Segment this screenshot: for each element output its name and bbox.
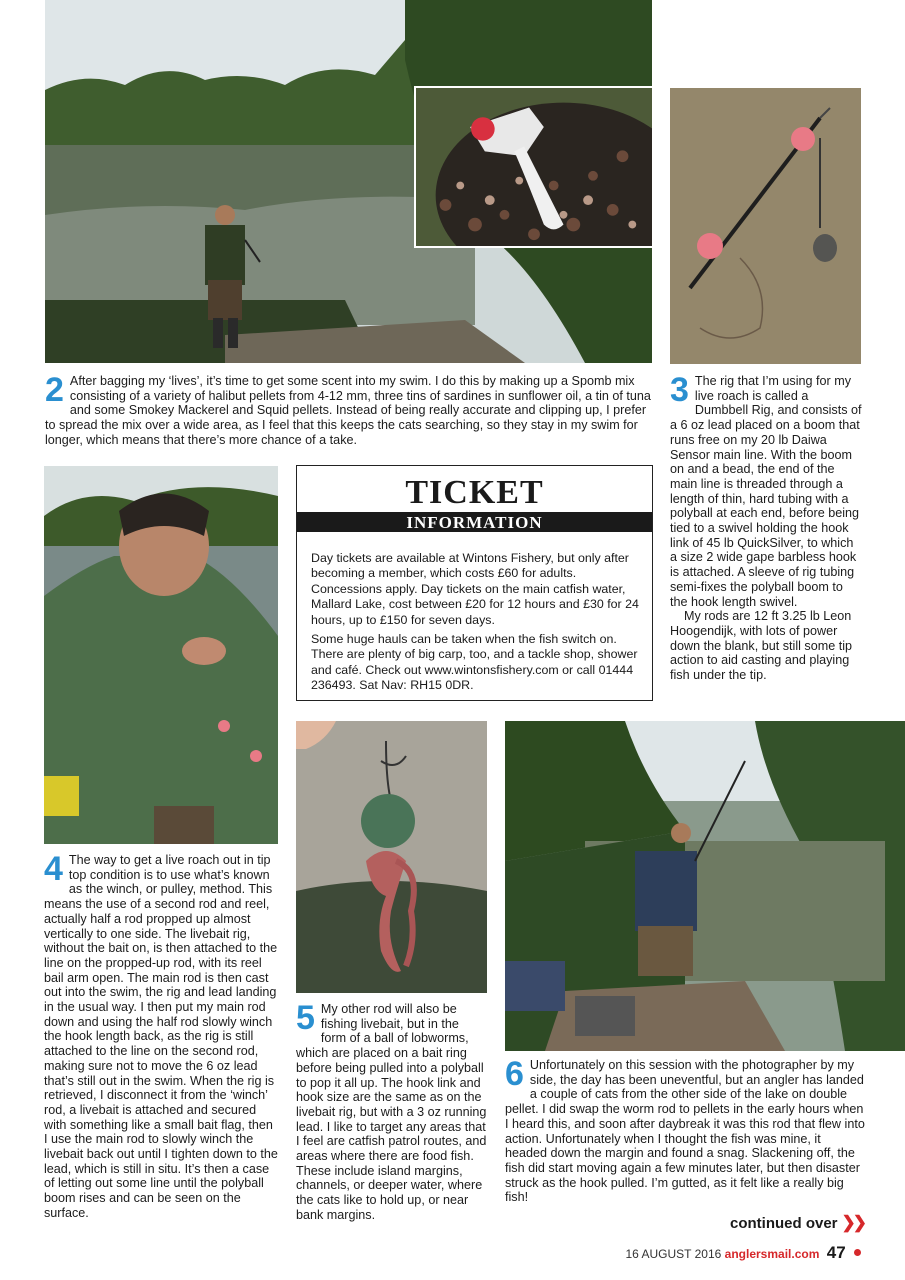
step-number-4: 4 <box>44 850 63 888</box>
footer-date: 16 AUGUST 2016 <box>625 1247 722 1261</box>
page-number: 47 <box>826 1243 846 1262</box>
caption-step-4 <box>44 850 278 1221</box>
ticket-subtitle-bar <box>297 512 652 532</box>
ticket-subtitle: INFORMATION <box>406 513 543 532</box>
photo-dumbbell-rig <box>670 88 861 364</box>
caption-step-2 <box>45 371 652 448</box>
continued-over-link[interactable] <box>730 1213 864 1233</box>
continued-over-label: continued over <box>730 1215 838 1232</box>
photo-angler-roach <box>44 466 278 844</box>
photo-worm-polyball <box>296 721 487 993</box>
step-number-6: 6 <box>505 1055 524 1093</box>
ticket-paragraph-2: Some huge hauls can be taken when the fish switch on. There are plenty of big carp, too, and a tackle shop, shower and café. Check out www.wintonsfishery.com or call 01444 236493. Sat Nav: RH15 0DR. <box>311 632 638 693</box>
caption-step-4-text: The way to get a live roach out in tip top condition is to use what’s known as the winch, or pulley, method. This means the use of a second rod and reel, actually half a rod propped up almost vertically to one side. The livebait rig, without the bait on, is then attached to the line on the propped-up rod, with its reel bail arm open. The main rod is then cast out into the swim, the rig and lead landing in the usual way. I then put my main rod down and using the half rod slowly winch the hook length back, as the rig is still attached to the line on the second rod, making sure not to move the 6 oz lead that’s still out in the swim. When the rig is retrieved, I disconnect it from the ‘winch’ rod, a livebait is attached and secured with something like a small bait flag, then I use the main rod to slowly winch the livebait back out until I tighten down to the lead, which is still in situ. It’s then a case of letting out some line until the polyball boom rises and can be seen on the surface. <box>44 853 278 1220</box>
footer-website: anglersmail.com <box>724 1247 820 1261</box>
caption-step-6 <box>505 1055 865 1205</box>
step-number-3: 3 <box>670 371 689 409</box>
caption-step-5-text: My other rod will also be fishing livebait, but in the form of a ball of lobworms, which are placed on a bait ring before being pulled into a polyball to pop it all up. The hook link and hook size are the same as on the livebait rig, but with a 3 oz running lead. I like to target any areas that I feel are catfish patrol routes, and areas where there are food fish. These include island margins, channels, or deeper water, where the cats like to hold up, or near bank margins. <box>296 1002 487 1222</box>
page-footer <box>625 1243 861 1263</box>
caption-step-2-text: After bagging my ‘lives’, it’s time to get some scent into my swim. I do this by making up a Spomb mix consisting of a variety of halibut pellets from 4-12 mm, three tins of sardines in sunflower oil, a tin of tuna and some Smokey Mackerel and Squid pellets. Instead of being really accurate and clipping up, I prefer to spread the mix over a wide area, as I feel that this keeps the cats searching, so they stay in my swim for longer, which means that there’s more chance of a take. <box>45 374 651 447</box>
ticket-body <box>311 551 640 698</box>
photo-angler-playing-fish <box>505 721 905 1051</box>
caption-step-5 <box>296 999 487 1223</box>
ticket-title: TICKET <box>405 474 544 511</box>
step-number-5: 5 <box>296 999 315 1037</box>
ticket-information-box <box>296 465 653 701</box>
caption-step-3-text: The rig that I’m using for my live roach is called a Dumbbell Rig, and consists of a 6 oz lead placed on a boom that runs free on my 20 lb Daiwa Sensor main line. With the boom on and a bead, the end of the main line is threaded through a length of thin, hard tubing with a polyball at each end, before being tied to a swivel holding the hook link of 45 lb QuickSilver, to which a size 2 wide gape barbless hook is attached. A sleeve of rig tubing semi-fixes the polyball boom to the hook length swivel. <box>670 374 862 609</box>
caption-step-3 <box>670 371 862 683</box>
step-number-2: 2 <box>45 371 64 409</box>
photo-spomb-mix <box>414 86 654 248</box>
footer-dot-icon <box>854 1249 861 1256</box>
ticket-paragraph-1: Day tickets are available at Wintons Fishery, but only after becoming a member, which costs £60 for adults. Concessions apply. Day tickets on the main catfish water, Mallard Lake, cost between £20 for 12 hours and £30 for 24 hours, up to £150 for seven days. <box>311 551 639 627</box>
double-chevron-right-icon: ❯❯ <box>841 1213 865 1232</box>
caption-step-6-text: Unfortunately on this session with the photographer by my side, the day has been uneventful, but an angler has landed a couple of cats from the other side of the lake on double pellet. I did swap the worm rod to pellets in the early hours when I heard this, and soon after daybreak it was this rod that flew into action. Unfortunately when I thought the fish was mine, it headed down the margin and found a snag. Slackening off, the fish did start moving again a few minutes later, but then disaster struck as the hook pulled. I’m gutted, as it felt like a really big fish! <box>505 1058 865 1205</box>
caption-step-3-text-2: My rods are 12 ft 3.25 lb Leon Hoogendijk, with lots of power down the blank, but still some tip action to aid casting and playing fish under the tip. <box>670 609 853 683</box>
